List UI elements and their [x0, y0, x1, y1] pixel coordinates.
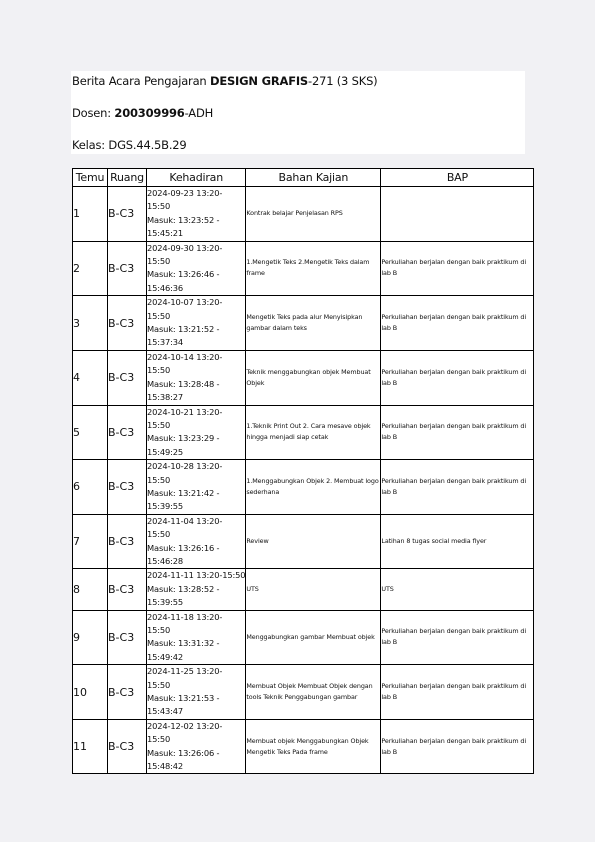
- cell-temu: 1: [73, 187, 108, 242]
- course-code: -271 (3 SKS): [308, 74, 378, 88]
- checkout-time: 15:48:42: [147, 761, 184, 772]
- cell-bahan-kajian: Teknik menggabungkan objek Membuat Objek: [246, 350, 381, 405]
- cell-temu: 4: [73, 350, 108, 405]
- cell-temu: 9: [73, 610, 108, 665]
- cell-bahan-kajian: Membuat objek Menggabungkan Objek Mengetik Teks Pada frame: [246, 719, 381, 774]
- schedule-end: 15:50: [147, 734, 171, 745]
- table-row: [73, 719, 534, 774]
- table-row: [73, 569, 534, 610]
- title-prefix: Berita Acara Pengajaran: [72, 74, 210, 88]
- table-row: [73, 460, 534, 515]
- cell-bap: Perkuliahan berjalan dengan baik praktikum di lab B: [381, 610, 534, 665]
- schedule-end: 15:50: [147, 679, 171, 690]
- schedule-start: 2024-11-04 13:20-: [147, 515, 223, 526]
- cell-bahan-kajian: Kontrak belajar Penjelasan RPS: [246, 187, 381, 242]
- cell-bap: Latihan 8 tugas social media flyer: [381, 514, 534, 569]
- table-row: [73, 665, 534, 720]
- report-header: [71, 71, 525, 154]
- schedule-end: 15:50: [147, 201, 171, 212]
- lecturer-code: -ADH: [184, 106, 214, 120]
- cell-ruang: B-C3: [108, 296, 147, 351]
- cell-kehadiran: [147, 719, 246, 774]
- cell-bahan-kajian: UTS: [246, 569, 381, 610]
- cell-ruang: B-C3: [108, 405, 147, 460]
- cell-ruang: B-C3: [108, 569, 147, 610]
- cell-bap: [381, 187, 534, 242]
- schedule-end: 15:50: [147, 419, 171, 430]
- cell-bap: Perkuliahan berjalan dengan baik praktikum di lab B: [381, 665, 534, 720]
- table-row: [73, 405, 534, 460]
- cell-ruang: B-C3: [108, 719, 147, 774]
- schedule-start: 2024-09-23 13:20-: [147, 188, 223, 198]
- checkin-time: Masuk: 13:26:46 -: [147, 269, 220, 280]
- checkin-time: Masuk: 13:28:52 -: [147, 583, 220, 594]
- schedule-start: 2024-12-02 13:20-: [147, 720, 223, 731]
- cell-temu: 8: [73, 569, 108, 610]
- cell-ruang: B-C3: [108, 514, 147, 569]
- schedule-end: 15:50: [147, 529, 171, 540]
- checkout-time: 15:49:25: [147, 446, 184, 457]
- checkin-time: Masuk: 13:21:42 -: [147, 487, 220, 498]
- lecturer-label: Dosen:: [72, 106, 115, 120]
- cell-kehadiran: [147, 569, 246, 610]
- cell-bap: Perkuliahan berjalan dengan baik praktikum di lab B: [381, 719, 534, 774]
- report-title: [72, 74, 377, 88]
- attendance-table: [72, 168, 534, 774]
- cell-ruang: B-C3: [108, 665, 147, 720]
- class-line: Kelas: DGS.44.5B.29: [72, 138, 187, 152]
- cell-temu: 2: [73, 241, 108, 296]
- cell-bahan-kajian: Mengetik Teks pada alur Menyisipkan gambar dalam teks: [246, 296, 381, 351]
- lecturer-line: [72, 106, 213, 120]
- checkin-time: Masuk: 13:28:48 -: [147, 378, 220, 389]
- checkin-time: Masuk: 13:26:16 -: [147, 542, 220, 553]
- cell-kehadiran: [147, 514, 246, 569]
- cell-bahan-kajian: 1.Mengetik Teks 2.Mengetik Teks dalam frame: [246, 241, 381, 296]
- cell-kehadiran: [147, 241, 246, 296]
- schedule-end: 15:50: [147, 625, 171, 635]
- cell-ruang: B-C3: [108, 241, 147, 296]
- cell-bahan-kajian: 1.Menggabungkan Objek 2. Membuat logo sederhana: [246, 460, 381, 515]
- cell-bap: Perkuliahan berjalan dengan baik praktikum di lab B: [381, 460, 534, 515]
- checkin-time: Masuk: 13:21:52 -: [147, 324, 220, 335]
- checkout-time: 15:43:47: [147, 706, 184, 717]
- cell-bahan-kajian: Review: [246, 514, 381, 569]
- col-header-bap: BAP: [381, 169, 534, 187]
- checkout-time: 15:46:36: [147, 282, 184, 293]
- checkin-time: Masuk: 13:23:29 -: [147, 433, 220, 444]
- table-row: [73, 350, 534, 405]
- cell-kehadiran: [147, 405, 246, 460]
- cell-kehadiran: [147, 187, 246, 242]
- schedule-start: 2024-10-07 13:20-: [147, 297, 223, 308]
- schedule-start: 2024-09-30 13:20-: [147, 242, 223, 253]
- cell-bahan-kajian: 1.Teknik Print Out 2. Cara mesave objek hingga menjadi siap cetak: [246, 405, 381, 460]
- cell-temu: 7: [73, 514, 108, 569]
- checkout-time: 15:45:21: [147, 228, 184, 239]
- checkout-time: 15:37:34: [147, 337, 184, 348]
- cell-kehadiran: [147, 350, 246, 405]
- checkin-time: Masuk: 13:23:52 -: [147, 214, 220, 225]
- lecturer-id: 200309996: [114, 106, 185, 120]
- checkout-time: 15:39:55: [147, 501, 184, 512]
- cell-ruang: B-C3: [108, 610, 147, 665]
- table-row: [73, 296, 534, 351]
- table-header-row: [73, 169, 534, 187]
- checkout-time: 15:39:55: [147, 597, 184, 608]
- cell-kehadiran: [147, 610, 246, 665]
- schedule-end: 15:50: [147, 310, 171, 321]
- cell-bap: Perkuliahan berjalan dengan baik praktikum di lab B: [381, 296, 534, 351]
- cell-ruang: B-C3: [108, 460, 147, 515]
- cell-ruang: B-C3: [108, 187, 147, 242]
- schedule-start: 2024-10-14 13:20-: [147, 351, 223, 362]
- cell-temu: 10: [73, 665, 108, 720]
- schedule-end: 15:50: [147, 365, 171, 376]
- schedule-end: 15:50: [147, 256, 171, 267]
- cell-bap: Perkuliahan berjalan dengan baik praktikum di lab B: [381, 350, 534, 405]
- table-body: [73, 187, 534, 774]
- checkin-time: Masuk: 13:31:32 -: [147, 638, 220, 649]
- cell-bap: UTS: [381, 569, 534, 610]
- table-row: [73, 187, 534, 242]
- cell-kehadiran: [147, 665, 246, 720]
- cell-temu: 6: [73, 460, 108, 515]
- cell-bahan-kajian: Membuat Objek Membuat Objek dengan tools Teknik Penggabungan gambar: [246, 665, 381, 720]
- cell-ruang: B-C3: [108, 350, 147, 405]
- checkin-time: Masuk: 13:21:53 -: [147, 693, 220, 704]
- checkin-time: Masuk: 13:26:06 -: [147, 747, 220, 758]
- schedule-start: 2024-11-25 13:20-: [147, 666, 223, 677]
- cell-bap: Perkuliahan berjalan dengan baik praktikum di lab B: [381, 241, 534, 296]
- checkout-time: 15:49:42: [147, 651, 184, 662]
- checkout-time: 15:46:28: [147, 555, 184, 566]
- table-row: [73, 610, 534, 665]
- checkout-time: 15:38:27: [147, 392, 184, 403]
- cell-kehadiran: [147, 296, 246, 351]
- cell-temu: 3: [73, 296, 108, 351]
- col-header-kehadiran: Kehadiran: [147, 169, 246, 187]
- course-name: DESIGN GRAFIS: [209, 74, 309, 88]
- schedule-end: 15:50: [147, 474, 171, 485]
- cell-temu: 5: [73, 405, 108, 460]
- cell-temu: 11: [73, 719, 108, 774]
- table-row: [73, 241, 534, 296]
- cell-bap: Perkuliahan berjalan dengan baik praktikum di lab B: [381, 405, 534, 460]
- schedule-start: 2024-11-11 13:20-15:50: [147, 570, 246, 581]
- table-row: [73, 514, 534, 569]
- col-header-ruang: Ruang: [108, 169, 147, 187]
- col-header-temu: Temu: [73, 169, 108, 187]
- cell-kehadiran: [147, 460, 246, 515]
- col-header-bahan-kajian: Bahan Kajian: [246, 169, 381, 187]
- schedule-start: 2024-11-18 13:20-: [147, 611, 223, 622]
- cell-bahan-kajian: Menggabungkan gambar Membuat objek: [246, 610, 381, 665]
- schedule-start: 2024-10-21 13:20-: [147, 406, 223, 417]
- schedule-start: 2024-10-28 13:20-: [147, 461, 223, 472]
